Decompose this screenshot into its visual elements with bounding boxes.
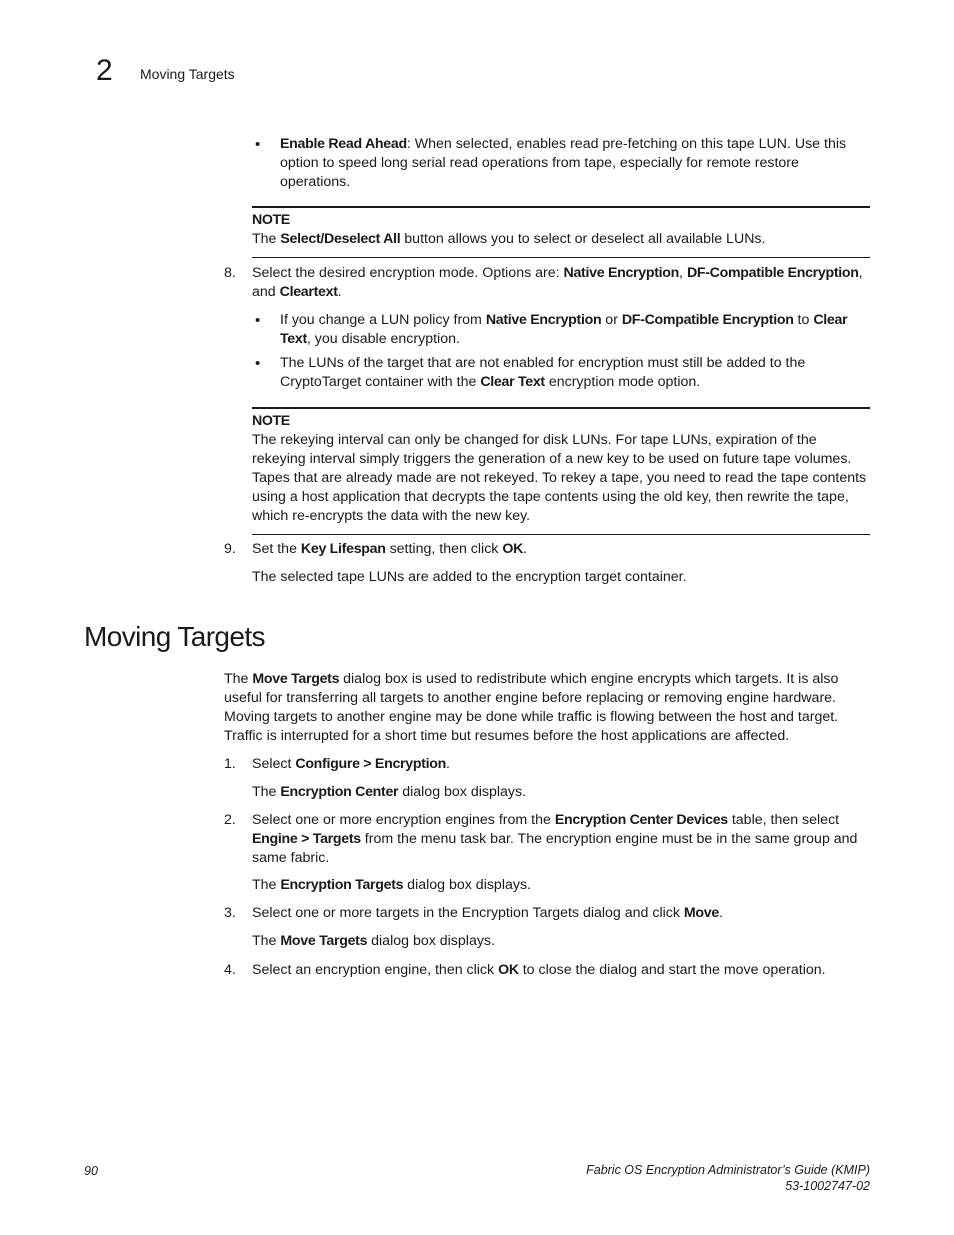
term: Engine > Targets: [252, 831, 361, 847]
step-text: Select: [252, 756, 296, 772]
intro-text: The: [224, 671, 253, 687]
bullet-text: to: [793, 312, 814, 328]
step-text: .: [718, 905, 723, 921]
page-footer: [586, 1162, 870, 1194]
result-text: dialog box displays.: [367, 933, 495, 949]
step-text: ,: [679, 265, 687, 281]
term: Select/Deselect All: [280, 231, 401, 247]
term: Native Encryption: [485, 312, 602, 328]
term: Move Targets: [252, 671, 340, 687]
note-rekeying-interval: [252, 407, 870, 535]
term: Move Targets: [280, 933, 368, 949]
intro-text: dialog box is used to redistribute which engine encrypts which targets. It is also useful for transferring all targets to another engine before replacing or removing engine hardware. Moving targets to another engine may be done while traffic is flowing between the host and target. Traffic is interrupted for a short time but resumes before the host applications are affected.: [224, 671, 839, 744]
term: Clear Text: [480, 374, 545, 390]
chapter-number: 2: [96, 54, 113, 87]
term: OK: [498, 962, 519, 978]
bullet-text: or: [601, 312, 622, 328]
step-text: .: [337, 284, 342, 300]
step-9: [224, 540, 870, 559]
term: OK: [502, 541, 524, 557]
bullet-enable-read-ahead: [280, 135, 870, 192]
result-text: dialog box displays.: [403, 877, 531, 893]
step-text: from the menu task bar. The encryption engine must be in the same group and same fabric.: [252, 831, 858, 866]
move-step-2: [224, 811, 870, 868]
note-label: NOTE: [252, 413, 290, 429]
step-text: .: [446, 756, 450, 772]
term: Encryption Center Devices: [554, 812, 728, 828]
bullet-text: , you disable encryption.: [306, 331, 460, 347]
term: Key Lifespan: [300, 541, 386, 557]
term: Native Encryption: [563, 265, 680, 281]
chapter-title: Moving Targets: [140, 66, 235, 82]
term: Enable Read Ahead: [280, 136, 407, 152]
bullet-lun-policy: [280, 311, 870, 349]
term: DF-Compatible Encryption: [686, 265, 859, 281]
term: Clear Text: [280, 312, 848, 347]
term: DF-Compatible Encryption: [621, 312, 794, 328]
step-number: 4.: [224, 962, 236, 978]
move-step-1: [224, 755, 870, 774]
step-text: Select the desired encryption mode. Options are:: [252, 265, 564, 281]
step-text: Select one or more encryption engines from the: [252, 812, 555, 828]
note-label: NOTE: [252, 212, 290, 228]
step-8: [224, 264, 870, 302]
result-text: The: [252, 784, 281, 800]
note-select-deselect: [252, 206, 870, 258]
term: Encryption Center: [280, 784, 399, 800]
move-step-2-result: [252, 876, 870, 895]
section-intro: [224, 670, 870, 746]
bullet-text: If you change a LUN policy from: [280, 312, 486, 328]
bullet-text: : When selected, enables read pre-fetching on this tape LUN. Use this option to speed long serial read operations from tape, especially for remote restore operations.: [280, 136, 847, 190]
doc-number: 53-1002747-02: [785, 1179, 870, 1193]
step-9-result: The selected tape LUNs are added to the encryption target container.: [252, 569, 687, 585]
result-text: The: [252, 933, 281, 949]
step-text: to close the dialog and start the move operation.: [518, 962, 826, 978]
step-number: 1.: [224, 756, 236, 772]
step-text: , and: [252, 265, 863, 300]
note-text: The rekeying interval can only be changed for disk LUNs. For tape LUNs, expiration of the rekeying interval simply triggers the generation of a new key to be used on future tape volumes. Tapes that are already made are not rekeyed. To rekey a tape, you need to read the tape contents using a host application that decrypts the tape contents using the old key, then rewrite the tape, which re-encrypts the data with the new key.: [252, 432, 867, 524]
bullet-text: encryption mode option.: [544, 374, 701, 390]
term: Move: [683, 905, 719, 921]
doc-title: Fabric OS Encryption Administrator’s Guide (KMIP): [586, 1163, 870, 1177]
step-text: table, then select: [727, 812, 840, 828]
note-text: button allows you to select or deselect all available LUNs.: [400, 231, 766, 247]
move-step-3-result: [252, 932, 870, 951]
term: Configure > Encryption: [295, 756, 447, 772]
step-text: .: [523, 541, 527, 557]
step-text: Select one or more targets in the Encryption Targets dialog and click: [252, 905, 684, 921]
move-step-3: [224, 904, 870, 923]
term: Encryption Targets: [280, 877, 404, 893]
bullet-text: The LUNs of the target that are not enabled for encryption must still be added to the CryptoTarget container with the: [280, 355, 806, 390]
step-number: 8.: [224, 265, 236, 281]
bullet-luns-not-enabled: [280, 354, 870, 392]
step-number: 2.: [224, 812, 236, 828]
result-text: The: [252, 877, 281, 893]
page-number: 90: [84, 1164, 98, 1178]
move-step-1-result: [252, 783, 870, 802]
section-title: Moving Targets: [84, 621, 265, 652]
move-step-4: [224, 961, 870, 980]
step-text: Select an encryption engine, then click: [252, 962, 499, 978]
step-text: setting, then click: [385, 541, 503, 557]
step-number: 3.: [224, 905, 236, 921]
step-number: 9.: [224, 541, 236, 557]
note-text: The: [252, 231, 281, 247]
term: Cleartext: [279, 284, 338, 300]
result-text: dialog box displays.: [398, 784, 527, 800]
step-text: Set the: [252, 541, 301, 557]
